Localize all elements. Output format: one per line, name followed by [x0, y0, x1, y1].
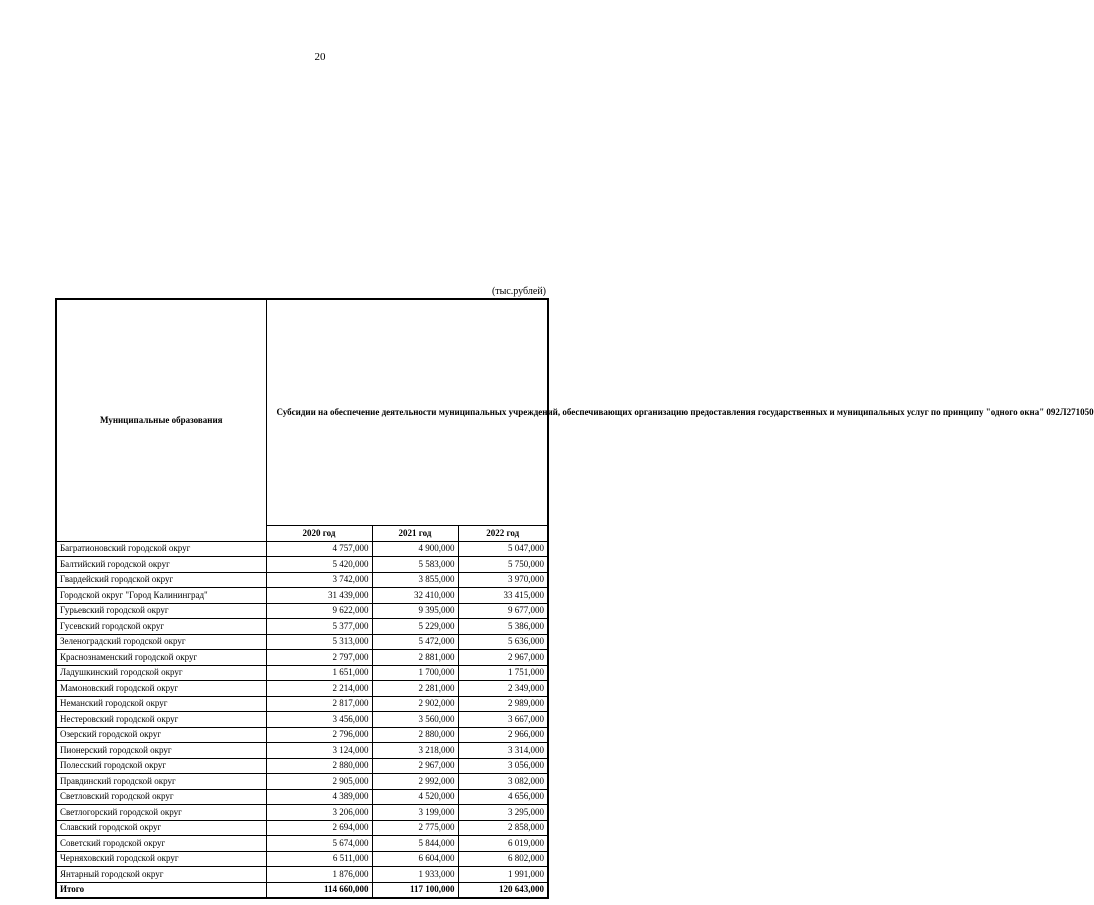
row-name: Балтийский городской округ: [56, 557, 266, 573]
table-row: [56, 650, 548, 666]
row-name: Мамоновский городской округ: [56, 681, 266, 697]
table-row: [56, 867, 548, 883]
row-value-2020: 2 880,000: [266, 758, 372, 774]
table-row: [56, 774, 548, 790]
table-row: [56, 743, 548, 759]
total-2020: 114 660,000: [266, 882, 372, 898]
header-year-2020: 2020 год: [266, 526, 372, 542]
total-row: [56, 882, 548, 898]
row-value-2022: 6 019,000: [458, 836, 548, 852]
table-row: [56, 789, 548, 805]
row-value-2020: 2 817,000: [266, 696, 372, 712]
row-value-2021: 1 933,000: [372, 867, 458, 883]
row-value-2020: 3 124,000: [266, 743, 372, 759]
row-name: Пионерский городской округ: [56, 743, 266, 759]
row-name: Полесский городской округ: [56, 758, 266, 774]
row-name: Городской округ "Город Калининград": [56, 588, 266, 604]
row-value-2021: 1 700,000: [372, 665, 458, 681]
row-value-2021: 5 583,000: [372, 557, 458, 573]
row-value-2020: 6 511,000: [266, 851, 372, 867]
row-value-2020: 2 214,000: [266, 681, 372, 697]
row-value-2022: 33 415,000: [458, 588, 548, 604]
table-row: [56, 541, 548, 557]
row-name: Озерский городской округ: [56, 727, 266, 743]
row-value-2022: 6 802,000: [458, 851, 548, 867]
row-value-2020: 2 905,000: [266, 774, 372, 790]
row-value-2022: 5 636,000: [458, 634, 548, 650]
row-value-2022: 1 991,000: [458, 867, 548, 883]
row-value-2020: 1 651,000: [266, 665, 372, 681]
row-name: Краснознаменский городской округ: [56, 650, 266, 666]
row-value-2022: 2 967,000: [458, 650, 548, 666]
row-value-2021: 2 902,000: [372, 696, 458, 712]
row-value-2021: 3 560,000: [372, 712, 458, 728]
row-value-2020: 3 206,000: [266, 805, 372, 821]
total-label: Итого: [56, 882, 266, 898]
table-row: [56, 603, 548, 619]
row-value-2022: 5 386,000: [458, 619, 548, 635]
row-value-2021: 2 281,000: [372, 681, 458, 697]
row-value-2021: 4 900,000: [372, 541, 458, 557]
page-number: 20: [314, 51, 326, 63]
row-name: Правдинский городской округ: [56, 774, 266, 790]
table-row: [56, 836, 548, 852]
row-value-2020: 4 757,000: [266, 541, 372, 557]
row-value-2022: 2 989,000: [458, 696, 548, 712]
header-municipal: Муниципальные образования: [56, 299, 266, 541]
row-name: Гусевский городской округ: [56, 619, 266, 635]
table-row: [56, 619, 548, 635]
table-row: [56, 665, 548, 681]
table-row: [56, 758, 548, 774]
row-value-2020: 2 694,000: [266, 820, 372, 836]
table-row: [56, 696, 548, 712]
row-value-2022: 4 656,000: [458, 789, 548, 805]
total-2021: 117 100,000: [372, 882, 458, 898]
row-value-2021: 2 880,000: [372, 727, 458, 743]
row-name: Янтарный городской округ: [56, 867, 266, 883]
row-name: Славский городской округ: [56, 820, 266, 836]
row-value-2020: 3 742,000: [266, 572, 372, 588]
table-row: [56, 727, 548, 743]
row-value-2021: 2 992,000: [372, 774, 458, 790]
row-value-2020: 2 796,000: [266, 727, 372, 743]
row-value-2021: 5 844,000: [372, 836, 458, 852]
row-value-2022: 3 056,000: [458, 758, 548, 774]
header-year-2022: 2022 год: [458, 526, 548, 542]
row-value-2020: 5 420,000: [266, 557, 372, 573]
table-row: [56, 712, 548, 728]
row-value-2022: 2 349,000: [458, 681, 548, 697]
row-value-2020: 9 622,000: [266, 603, 372, 619]
row-value-2022: 2 966,000: [458, 727, 548, 743]
row-value-2020: 3 456,000: [266, 712, 372, 728]
row-value-2021: 5 472,000: [372, 634, 458, 650]
total-2022: 120 643,000: [458, 882, 548, 898]
row-value-2020: 5 674,000: [266, 836, 372, 852]
row-value-2022: 3 970,000: [458, 572, 548, 588]
row-value-2022: 3 314,000: [458, 743, 548, 759]
table-row: [56, 851, 548, 867]
row-value-2021: 4 520,000: [372, 789, 458, 805]
row-value-2021: 2 775,000: [372, 820, 458, 836]
row-name: Багратионовский городской округ: [56, 541, 266, 557]
row-name: Черняховский городской округ: [56, 851, 266, 867]
row-value-2022: 1 751,000: [458, 665, 548, 681]
row-value-2020: 5 313,000: [266, 634, 372, 650]
row-value-2022: 3 667,000: [458, 712, 548, 728]
table-row: [56, 557, 548, 573]
row-name: Неманский городской округ: [56, 696, 266, 712]
row-value-2021: 32 410,000: [372, 588, 458, 604]
table-body: [56, 541, 548, 882]
table-row: [56, 820, 548, 836]
header-subsidy: Субсидии на обеспечение деятельности муниципальных учреждений, обеспечивающих организацию предоставления государственных и муниципальных услуг по принципу "одного окна" 092Л271050: [266, 299, 548, 526]
table-row: [56, 572, 548, 588]
row-value-2021: 3 199,000: [372, 805, 458, 821]
row-name: Нестеровский городской округ: [56, 712, 266, 728]
header-year-2021: 2021 год: [372, 526, 458, 542]
row-value-2022: 3 295,000: [458, 805, 548, 821]
table-row: [56, 805, 548, 821]
row-value-2020: 2 797,000: [266, 650, 372, 666]
row-value-2022: 3 082,000: [458, 774, 548, 790]
row-value-2021: 6 604,000: [372, 851, 458, 867]
row-value-2021: 9 395,000: [372, 603, 458, 619]
row-value-2022: 2 858,000: [458, 820, 548, 836]
row-value-2022: 5 750,000: [458, 557, 548, 573]
row-value-2021: 2 881,000: [372, 650, 458, 666]
units-label: (тыс.рублей): [491, 286, 546, 297]
row-value-2021: 3 855,000: [372, 572, 458, 588]
subsidy-table: [55, 298, 1094, 899]
row-value-2022: 9 677,000: [458, 603, 548, 619]
row-value-2020: 31 439,000: [266, 588, 372, 604]
row-name: Светлогорский городской округ: [56, 805, 266, 821]
row-value-2022: 5 047,000: [458, 541, 548, 557]
row-value-2020: 4 389,000: [266, 789, 372, 805]
table-row: [56, 681, 548, 697]
row-name: Советский городской округ: [56, 836, 266, 852]
row-value-2021: 2 967,000: [372, 758, 458, 774]
table-row: [56, 588, 548, 604]
row-name: Светловский городской округ: [56, 789, 266, 805]
row-value-2020: 5 377,000: [266, 619, 372, 635]
row-name: Гвардейский городской округ: [56, 572, 266, 588]
row-name: Зеленоградский городской округ: [56, 634, 266, 650]
row-value-2021: 3 218,000: [372, 743, 458, 759]
row-value-2021: 5 229,000: [372, 619, 458, 635]
row-name: Гурьевский городской округ: [56, 603, 266, 619]
row-value-2020: 1 876,000: [266, 867, 372, 883]
row-name: Ладушкинский городской округ: [56, 665, 266, 681]
table-row: [56, 634, 548, 650]
